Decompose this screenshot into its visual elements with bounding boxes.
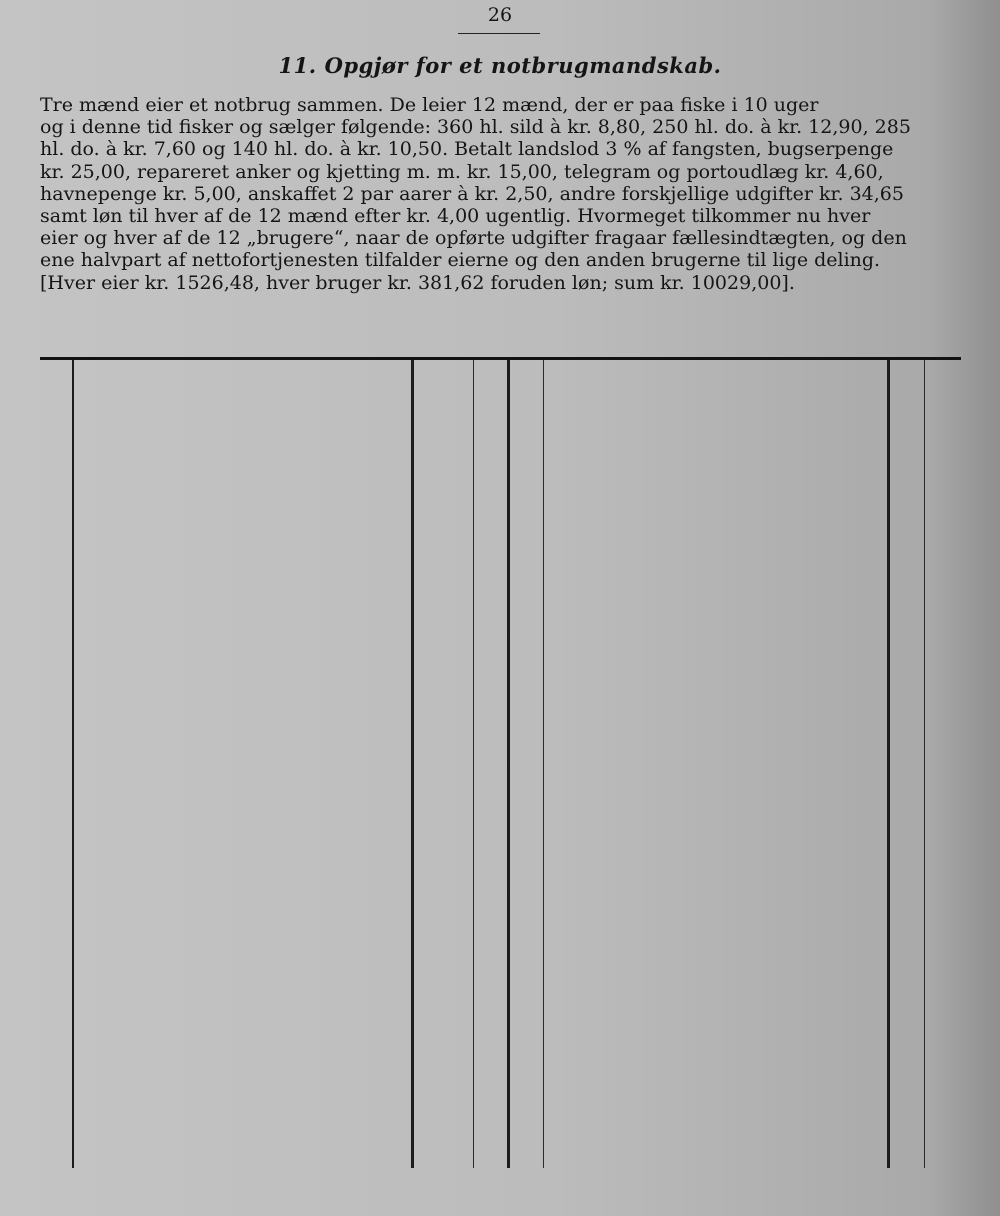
ledger-column-line: [411, 360, 414, 1168]
ledger-column-line: [543, 360, 544, 1168]
problem-line: hl. do. à kr. 7,60 og 140 hl. do. à kr. 10,50. Betalt landslod 3 % af fangsten, bugserpenge: [40, 138, 894, 161]
problem-line: og i denne tid fisker og sælger følgende: 360 hl. sild à kr. 8,80, 250 hl. do. à kr. 12,90, 285: [40, 116, 911, 139]
exercise-title-text: Opgjør for et notbrugmandskab.: [324, 53, 722, 78]
ledger-column-line: [473, 360, 474, 1168]
problem-line: Tre mænd eier et notbrug sammen. De leier 12 mænd, der er paa fiske i 10 uger: [40, 94, 819, 116]
exercise-title: [0, 53, 1000, 78]
ledger-column-line: [507, 360, 510, 1168]
ledger-top-rule: [40, 357, 961, 360]
page-number: 26: [487, 4, 513, 26]
ledger-column-line: [72, 360, 74, 1168]
exercise-number: 11.: [278, 53, 317, 78]
problem-line: kr. 25,00, repareret anker og kjetting m. m. kr. 15,00, telegram og portoudlæg kr. 4,60,: [40, 160, 884, 183]
ledger-column-line: [887, 360, 890, 1168]
page-number-rule: [458, 33, 540, 34]
problem-line: eier og hver af de 12 „brugere“, naar de opførte udgifter fragaar fællesindtægten, og den: [40, 227, 907, 250]
problem-line: havnepenge kr. 5,00, anskaffet 2 par aarer à kr. 2,50, andre forskjellige udgifter kr. 34,65: [40, 182, 904, 205]
ledger-column-line: [924, 360, 925, 1168]
answer-line: [Hver eier kr. 1526,48, hver bruger kr. 381,62 foruden løn; sum kr. 10029,00].: [40, 271, 795, 294]
problem-line: samt løn til hver af de 12 mænd efter kr. 4,00 ugentlig. Hvormeget tilkommer nu hver: [40, 205, 871, 228]
problem-line: ene halvpart af nettofortjenesten tilfalder eierne og den anden brugerne til lige deling.: [40, 249, 881, 272]
problem-text: [40, 94, 960, 294]
